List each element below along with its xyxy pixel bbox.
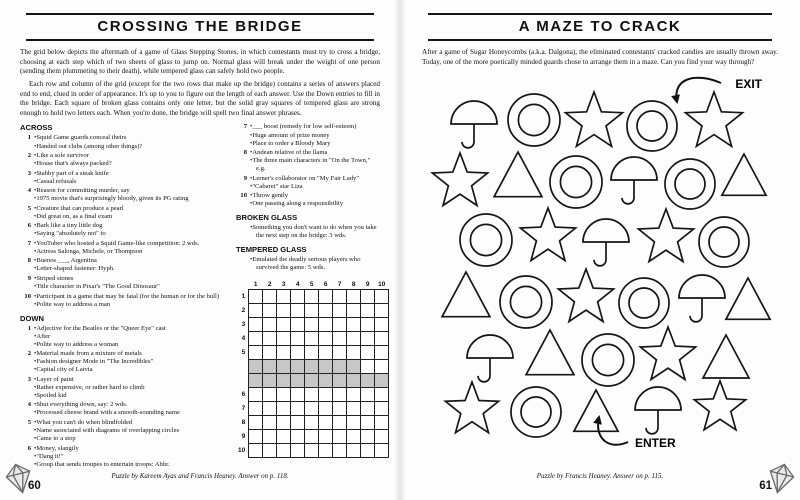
clue-number: 7 — [27, 239, 31, 247]
grid-cell — [319, 388, 333, 402]
grid-row-label: 2 — [241, 307, 246, 315]
grid-cell — [333, 290, 347, 304]
clue-text: • Polite way to address a man — [34, 301, 227, 309]
gem-icon — [764, 460, 798, 496]
grid-cell — [277, 416, 291, 430]
tempered-glass-cell — [333, 360, 347, 374]
grid-cell — [375, 416, 389, 430]
grid-cell — [375, 332, 389, 346]
clue-group — [20, 445, 227, 469]
tempered-glass-cell — [263, 374, 277, 388]
grid-cell — [249, 346, 263, 360]
clue-text: • Did great on, as a final exam — [34, 213, 227, 221]
maze-triangle-shape — [442, 272, 490, 317]
grid-cell — [361, 444, 375, 458]
maze-triangle-shape — [703, 335, 749, 378]
tempered-glass-cell — [249, 374, 263, 388]
grid-cell — [347, 444, 361, 458]
grid-cell — [249, 402, 263, 416]
clue-text: • Money, slangily — [34, 445, 227, 453]
tempered-glass-cell — [305, 360, 319, 374]
clue-text: • Striped stones — [34, 275, 227, 283]
clue-text: • Capital city of Latvia — [34, 366, 227, 374]
clue-number: 10 — [240, 192, 247, 200]
grid-cell — [319, 290, 333, 304]
grid-cell — [277, 444, 291, 458]
clue-text: • Processed cheese brand with a smooth-sounding name — [34, 409, 227, 417]
grid-col-label: 2 — [267, 280, 272, 288]
clue-text: • The three main characters in "On the Town," e.g. — [250, 157, 380, 173]
grid-col-label: 5 — [309, 280, 314, 288]
clue-group — [20, 240, 227, 256]
maze-umbrella-shape — [451, 101, 497, 148]
clue-text: • One passing along a responsibility — [250, 200, 380, 208]
grid-cell — [361, 346, 375, 360]
grid-cell — [249, 290, 263, 304]
grid-cell — [333, 346, 347, 360]
maze-star-shape — [694, 381, 745, 430]
grid-col-label: 6 — [323, 280, 328, 288]
grid-cell — [263, 290, 277, 304]
grid-cell — [375, 388, 389, 402]
grid-cell — [263, 318, 277, 332]
grid-cell — [375, 444, 389, 458]
grid-cell — [361, 290, 375, 304]
grid-cell — [305, 332, 319, 346]
maze-circle-shape — [627, 101, 677, 151]
grid-row-label: 7 — [241, 405, 246, 413]
broken-glass-clue-list — [250, 224, 380, 240]
page-number: 61 — [759, 480, 772, 492]
grid-cell — [361, 430, 375, 444]
clue-text: • "Cabaret" star Liza — [250, 183, 380, 191]
grid-cell — [291, 290, 305, 304]
clue-number: 7 — [243, 123, 247, 131]
grid-cell — [291, 332, 305, 346]
clue-text: • Squid Game guards conceal theirs — [34, 134, 227, 142]
grid-cell — [305, 318, 319, 332]
tempered-glass-cell — [291, 360, 305, 374]
clue-group — [20, 205, 227, 221]
grid-cell — [305, 290, 319, 304]
down-clue-list-continued — [236, 123, 380, 208]
clue-text: • Saying "absolutely not" to — [34, 230, 227, 238]
grid-cell — [347, 416, 361, 430]
maze-umbrella-shape — [611, 157, 657, 204]
clue-group — [236, 149, 380, 173]
maze-shapes — [432, 92, 770, 437]
maze-umbrella-shape — [583, 219, 629, 266]
grid-cell — [291, 402, 305, 416]
across-heading: ACROSS — [20, 123, 53, 133]
maze-triangle-shape — [722, 154, 766, 195]
clue-group — [20, 293, 227, 309]
grid-cell — [347, 346, 361, 360]
clue-number: 8 — [243, 149, 247, 157]
grid-row-label: 6 — [241, 391, 246, 399]
clue-text: • Handed out clubs (among other things)? — [34, 143, 227, 151]
grid-cell — [319, 332, 333, 346]
clue-text: • Lerner's collaborator on "My Fair Lady" — [250, 175, 380, 183]
grid-cell — [333, 332, 347, 346]
clue-text: • Spoiled kid — [34, 392, 227, 400]
grid-cell — [347, 290, 361, 304]
grid-cell — [263, 388, 277, 402]
clue-number: 3 — [27, 169, 31, 177]
grid-row-label: 3 — [241, 321, 246, 329]
grid-row-label: 9 — [241, 433, 246, 441]
maze-umbrella-shape — [467, 335, 513, 382]
grid-cell — [375, 360, 389, 374]
clue-number: 6 — [27, 222, 31, 230]
grid-row-label: 1 — [241, 293, 246, 301]
grid-cell — [263, 304, 277, 318]
maze-circle-shape — [619, 278, 669, 328]
gem-icon — [2, 460, 36, 496]
clue-text: • Throw gently — [250, 192, 380, 200]
grid-cell — [361, 360, 375, 374]
clue-group — [236, 175, 380, 191]
page-title: CROSSING THE BRIDGE — [26, 13, 374, 41]
grid-cell — [277, 346, 291, 360]
grid-cell — [319, 304, 333, 318]
clue-text: • Material made from a mixture of metals — [34, 350, 227, 358]
maze-container — [422, 70, 778, 452]
grid-cell — [361, 402, 375, 416]
clue-number: 4 — [27, 187, 31, 195]
clue-number: 1 — [27, 134, 31, 142]
clue-text: • Group that sends troupes to entertain troops: Abbr. — [34, 461, 227, 469]
clue-text: • Like a sole survivor — [34, 152, 227, 160]
grid-col-label: 4 — [295, 280, 300, 288]
maze-star-shape — [432, 153, 487, 206]
clue-number: 6 — [27, 444, 31, 452]
clue-text: • Title character in Pixar's "The Good Dinosaur" — [34, 283, 227, 291]
maze-star-shape — [638, 209, 693, 262]
grid-cell — [319, 430, 333, 444]
credit-line: Puzzle by Francis Heaney. Answer on p. 115. — [536, 472, 664, 480]
exit-label: EXIT — [735, 77, 762, 92]
grid-cell — [249, 318, 263, 332]
grid-cell — [333, 444, 347, 458]
grid-cell — [319, 416, 333, 430]
page-number: 60 — [28, 480, 41, 492]
bridge-grid — [238, 279, 389, 458]
clue-number: 1 — [27, 324, 31, 332]
grid-cell — [263, 346, 277, 360]
clue-text: • House that's always packed? — [34, 160, 227, 168]
tempered-glass-cell — [277, 374, 291, 388]
clue-text: • YouTuber who hosted a Squid Game-like competition: 2 wds. — [34, 240, 227, 248]
tempered-glass-cell — [333, 374, 347, 388]
maze-star-shape — [686, 92, 743, 146]
grid-cell — [333, 304, 347, 318]
grid-cell — [305, 304, 319, 318]
clue-group — [236, 192, 380, 208]
grid-cell — [333, 430, 347, 444]
tempered-glass-cell — [319, 360, 333, 374]
clues-left-column — [20, 123, 227, 470]
clue-number: 9 — [27, 274, 31, 282]
grid-cell — [263, 332, 277, 346]
maze-star-shape — [445, 382, 498, 433]
clue-group — [20, 275, 227, 291]
grid-cell — [291, 346, 305, 360]
grid-cell — [319, 402, 333, 416]
grid-cell — [305, 346, 319, 360]
grid-cell — [361, 318, 375, 332]
grid-cell — [277, 388, 291, 402]
clue-number: 3 — [27, 375, 31, 383]
tempered-glass-heading: TEMPERED GLASS — [236, 245, 307, 255]
tempered-glass-clue-list — [250, 256, 380, 272]
intro-paragraph: The grid below depicts the aftermath of a game of Glass Stepping Stones, in which contestants must try to cross a bridge, choosing at each step which of two sheets of glass to jump on. Normal glass will break under the weight of one person (sending them plummeting to their death), while tempered glass can safely hold two people. — [20, 48, 380, 76]
maze-circle-shape — [508, 94, 560, 146]
maze-star-shape — [558, 269, 613, 322]
maze-circle-shape — [699, 217, 749, 267]
grid-cell — [375, 318, 389, 332]
intro-paragraph: Each row and column of the grid (except for the two rows that make up the bridge) contains a series of answers placed end to end, clued in order of appearance. It's up to you to figure out the length of each answer. Use the Down entries to fill in the bridge. Each square of broken glass contains only one letter, but the solid gray squares of tempered glass are strong enough to hold two letters each. When you're done, the bridge will spell two final answer phrases. — [20, 79, 380, 117]
clue-group — [20, 187, 227, 203]
grid-cell — [347, 430, 361, 444]
maze-circle-shape — [460, 214, 512, 266]
clue-text: • Actress Salonga, Michele, or Thompson — [34, 248, 227, 256]
tempered-glass-cell — [263, 360, 277, 374]
clue-text: • Huge amount of prize money — [250, 132, 380, 140]
grid-cell — [347, 388, 361, 402]
grid-row-label: 4 — [241, 335, 246, 343]
clue-group — [20, 325, 227, 349]
grid-cell — [305, 444, 319, 458]
maze-circle-shape — [582, 334, 634, 386]
clue-text: • Buenos ___, Argentina — [34, 257, 227, 265]
clue-group — [20, 222, 227, 238]
maze-umbrella-shape — [679, 275, 725, 322]
grid-col-label: 1 — [253, 280, 258, 288]
credit-line: Puzzle by Kareem Ayas and Francis Heaney. Answer on p. 118. — [111, 472, 289, 480]
clue-columns — [20, 123, 386, 470]
clue-text: • 1975 movie that's surprisingly bloody, given its PG rating — [34, 195, 227, 203]
clue-text: • ___ boost (remedy for low self-esteem) — [250, 123, 380, 131]
grid-cell — [291, 388, 305, 402]
clue-number: 9 — [243, 174, 247, 182]
down-heading: DOWN — [20, 313, 45, 323]
clue-number: 4 — [27, 401, 31, 409]
grid-cell — [291, 416, 305, 430]
grid-cell — [375, 346, 389, 360]
clue-text: • Casual refusals — [34, 178, 227, 186]
grid-cell — [333, 402, 347, 416]
clue-number: 2 — [27, 152, 31, 160]
grid-cell — [305, 416, 319, 430]
grid-row-label: 8 — [241, 419, 246, 427]
maze-triangle-shape — [526, 330, 574, 375]
tempered-glass-cell — [305, 374, 319, 388]
tempered-glass-cell — [319, 374, 333, 388]
grid-row-label — [238, 374, 249, 388]
grid-cell — [249, 430, 263, 444]
maze-circle-shape — [550, 156, 602, 208]
clue-text: • Layer of paint — [34, 376, 227, 384]
grid-cell — [347, 332, 361, 346]
grid-cell — [375, 430, 389, 444]
right-page — [400, 0, 800, 500]
grid-cell — [249, 416, 263, 430]
tempered-glass-cell — [291, 374, 305, 388]
clue-group — [20, 376, 227, 400]
maze-umbrella-shape — [635, 387, 681, 434]
maze-triangle-shape — [726, 278, 770, 319]
clue-number: 5 — [27, 418, 31, 426]
grid-cell — [277, 332, 291, 346]
grid-row-label: 5 — [241, 349, 246, 357]
grid-cell — [361, 416, 375, 430]
grid-cell — [347, 402, 361, 416]
clue-number: 5 — [27, 204, 31, 212]
grid-cell — [361, 388, 375, 402]
clue-text: • Letter-shaped fastener: Hyph. — [34, 265, 227, 273]
grid-col-label: 9 — [365, 280, 370, 288]
clue-text: • Rather expensive, or rather hard to climb — [34, 384, 227, 392]
grid-cell — [277, 304, 291, 318]
down-clue-list — [20, 325, 227, 469]
grid-row-label — [238, 360, 249, 374]
clue-group — [20, 134, 227, 150]
maze-circle-shape — [500, 276, 552, 328]
maze-circle-shape — [511, 387, 561, 437]
maze-star-shape — [640, 327, 695, 380]
clue-text: • After — [34, 333, 227, 341]
clue-group — [236, 123, 380, 147]
clue-group — [20, 401, 227, 417]
clue-group — [20, 257, 227, 273]
page-title: A MAZE TO CRACK — [428, 13, 772, 41]
grid-cell — [263, 444, 277, 458]
grid-cell — [277, 318, 291, 332]
maze-triangle-shape — [494, 152, 542, 197]
tempered-glass-cell — [347, 374, 361, 388]
clue-text: • Andean relative of the llama — [250, 149, 380, 157]
clue-text: • Creature that can produce a pearl — [34, 205, 227, 213]
clue-group — [20, 170, 227, 186]
grid-cell — [333, 388, 347, 402]
grid-cell — [291, 304, 305, 318]
clue-group — [20, 350, 227, 374]
tempered-glass-cell — [361, 374, 375, 388]
grid-col-label: 3 — [281, 280, 286, 288]
grid-cell — [305, 430, 319, 444]
grid-col-label: 10 — [378, 280, 386, 288]
exit-arrow — [676, 78, 721, 102]
grid-cell — [263, 416, 277, 430]
grid-cell — [319, 318, 333, 332]
grid-col-label: 8 — [351, 280, 356, 288]
maze-star-shape — [520, 208, 575, 261]
grid-cell — [263, 402, 277, 416]
clue-group — [20, 152, 227, 168]
grid-cell — [291, 318, 305, 332]
grid-cell — [319, 346, 333, 360]
grid-cell — [249, 444, 263, 458]
enter-label: ENTER — [635, 436, 676, 451]
grid-cell — [333, 416, 347, 430]
tempered-glass-cell — [375, 374, 389, 388]
grid-cell — [361, 304, 375, 318]
clue-number: 8 — [27, 257, 31, 265]
clue-text: • Bark like a tiny little dog — [34, 222, 227, 230]
grid-cell — [375, 402, 389, 416]
clue-group — [20, 419, 227, 443]
grid-cell — [375, 304, 389, 318]
clue-text: • Stabby part of a steak knife — [34, 170, 227, 178]
grid-cell — [305, 388, 319, 402]
across-clue-list — [20, 134, 227, 308]
clue-text: • Emulated the deadly serious players who survived the game: 5 wds. — [250, 256, 380, 272]
grid-cell — [249, 304, 263, 318]
grid-cell — [347, 304, 361, 318]
clue-text: • Name associated with diagrams of overlapping circles — [34, 427, 227, 435]
clues-right-column — [236, 123, 386, 470]
grid-cell — [333, 318, 347, 332]
clue-text: • Adjective for the Beatles or the "Queer Eye" cast — [34, 325, 227, 333]
grid-cell — [305, 402, 319, 416]
clue-text: • Reason for committing murder, say — [34, 187, 227, 195]
grid-cell — [347, 318, 361, 332]
intro-paragraph: After a game of Sugar Honeycombs (a.k.a. Dalgona), the eliminated contestants' cracked candies are usually thrown away. Today, one of the more poetically minded guards chose to arrange them in a maze. Can you find your way through? — [422, 48, 778, 66]
maze-circle-shape — [665, 159, 715, 209]
clue-number: 10 — [24, 292, 31, 300]
clue-text: • What you can't do when blindfolded — [34, 419, 227, 427]
grid-cell — [277, 402, 291, 416]
tempered-glass-cell — [347, 360, 361, 374]
grid-cell — [291, 444, 305, 458]
broken-glass-heading: BROKEN GLASS — [236, 213, 298, 223]
grid-cell — [263, 430, 277, 444]
maze-star-shape — [566, 92, 623, 146]
grid-cell — [249, 388, 263, 402]
tempered-glass-cell — [277, 360, 291, 374]
clue-text: • Polite way to address a woman — [34, 341, 227, 349]
grid-col-label: 7 — [337, 280, 342, 288]
grid-cell — [249, 332, 263, 346]
tempered-glass-cell — [249, 360, 263, 374]
clue-text: • Participant in a game that may be fatal (for the human or for the bull) — [34, 293, 227, 301]
grid-cell — [277, 290, 291, 304]
maze-svg — [422, 70, 778, 452]
clue-text: • Shut everything down, say: 2 wds. — [34, 401, 227, 409]
clue-number: 2 — [27, 350, 31, 358]
grid-cell — [319, 444, 333, 458]
clue-text: • "Dang it!" — [34, 453, 227, 461]
grid-cell — [375, 290, 389, 304]
grid-cell — [277, 430, 291, 444]
maze-triangle-shape — [574, 390, 618, 431]
clue-text: • Came to a stop — [34, 435, 227, 443]
clue-text: • Something you don't want to do when you take the next step on the bridge: 3 wds. — [250, 224, 380, 240]
clue-text: • Place to order a Bloody Mary — [250, 140, 380, 148]
grid-cell — [361, 332, 375, 346]
grid-cell — [291, 430, 305, 444]
grid-row-label: 10 — [238, 447, 246, 455]
clue-text: • Fashion designer Mode in "The Incredibles" — [34, 358, 227, 366]
